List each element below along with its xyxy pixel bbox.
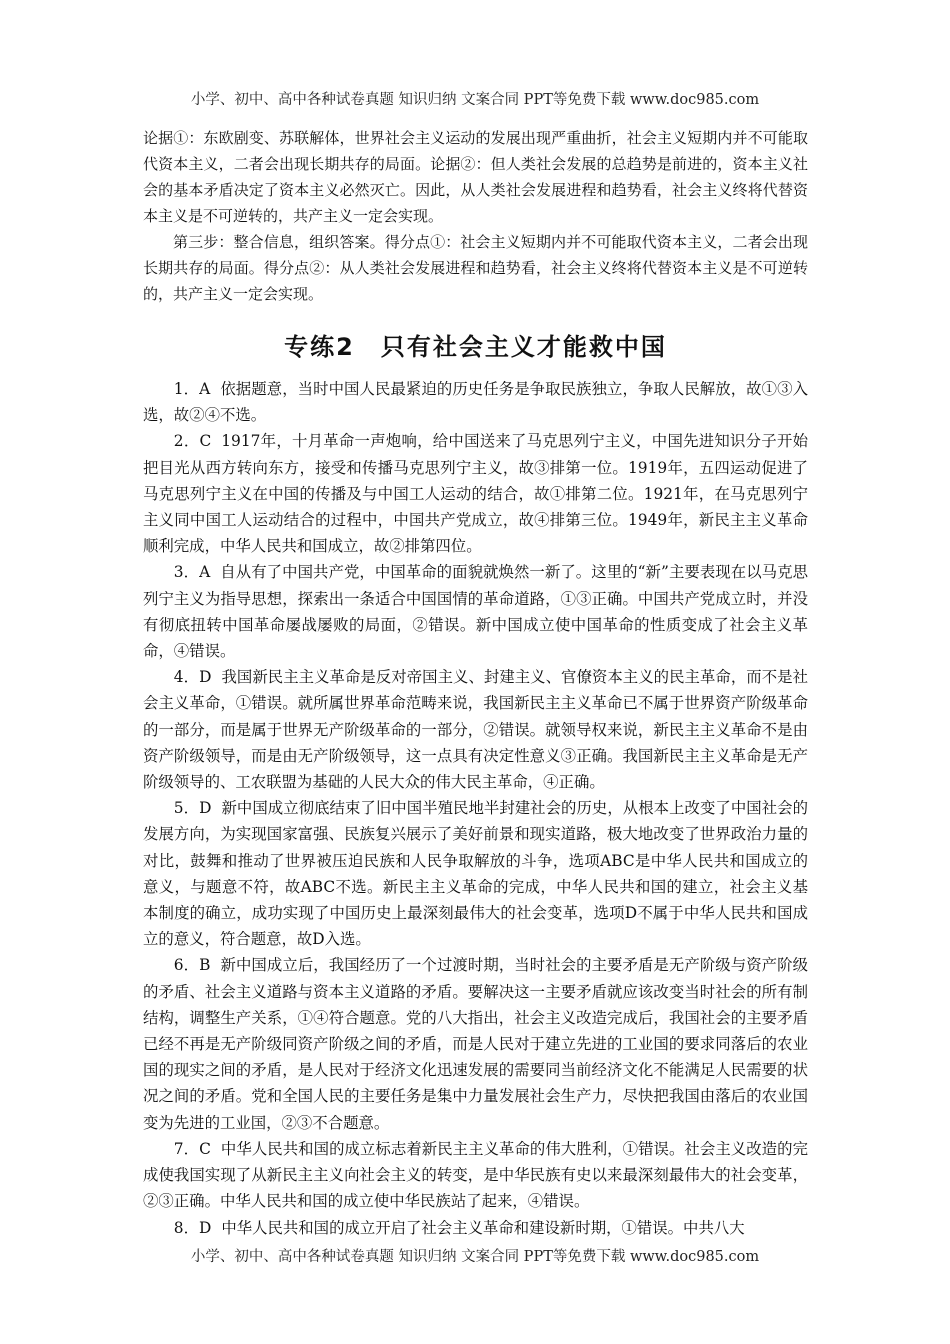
answer-number: 8．D — [173, 1218, 212, 1237]
answer-number: 4．D — [173, 668, 212, 687]
answer-list — [143, 376, 808, 1241]
answer-number: 2．C — [173, 432, 212, 451]
answer-item — [143, 952, 808, 1135]
answer-item — [143, 559, 808, 664]
answer-text: 1917年，十月革命一声炮响，给中国送来了马克思列宁主义，中国先进知识分子开始把目光从西方转向东方，接受和传播马克思列宁主义，故③排第一位。1919年，五四运动促进了马克思列宁主义在中国的传播及与中国工人运动的结合，故①排第二位。1921年，在马克思列宁主义同中国工人运动结合的过程中，中国共产党成立，故④排第三位。1949年，新民主主义革命顺利完成，中华人民共和国成立，故②排第四位。 — [143, 432, 808, 556]
intro-paragraph-1: 论据①：东欧剧变、苏联解体，世界社会主义运动的发展出现严重曲折，社会主义短期内并不可能取代资本主义，二者会出现长期共存的局面。论据②：但人类社会发展的总趋势是前进的，资本主义社会的基本矛盾决定了资本主义必然灭亡。因此，从人类社会发展进程和趋势看，社会主义终将代替资本主义是不可逆转的，共产主义一定会实现。 — [143, 129, 808, 225]
page-footer: 小学、初中、高中各种试卷真题 知识归纳 文案合同 PPT等免费下载 www.doc985.com — [190, 1249, 760, 1265]
answer-item — [143, 795, 808, 952]
answer-number: 6．B — [173, 956, 211, 975]
answer-item — [143, 1136, 808, 1215]
intro-section — [143, 125, 808, 307]
answer-number: 5．D — [173, 799, 212, 818]
page-header: 小学、初中、高中各种试卷真题 知识归纳 文案合同 PPT等免费下载 www.doc985.com — [190, 92, 760, 108]
answer-number: 1．A — [173, 380, 211, 398]
answer-item — [143, 428, 808, 559]
answer-item — [143, 376, 808, 428]
section-title: 专练2 只有社会主义才能救中国 — [284, 333, 667, 361]
answer-item — [143, 664, 808, 795]
answer-item — [143, 1215, 808, 1241]
answer-text: 新中国成立后，我国经历了一个过渡时期，当时社会的主要矛盾是无产阶级与资产阶级的矛盾、社会主义道路与资本主义道路的矛盾。要解决这一主要矛盾就应该改变当时社会的所有制结构，调整生产关系，①④符合题意。党的八大指出，社会主义改造完成后，我国社会的主要矛盾已经不再是无产阶级同资产阶级之间的矛盾，而是人民对于建立先进的工业国的要求同落后的农业国的现实之间的矛盾，是人民对于经济文化迅速发展的需要同当前经济文化不能满足人民需要的状况之间的矛盾。党和全国人民的主要任务是集中力量发展社会生产力，尽快把我国由落后的农业国变为先进的工业国，②③不合题意。 — [143, 956, 808, 1132]
answer-text: 依据题意，当时中国人民最紧迫的历史任务是争取民族独立，争取人民解放，故①③入选，故②④不选。 — [143, 380, 808, 425]
answer-number: 3．A — [173, 563, 211, 582]
answer-text: 新中国成立彻底结束了旧中国半殖民地半封建社会的历史，从根本上改变了中国社会的发展方向，为实现国家富强、民族复兴展示了美好前景和现实道路，极大地改变了世界政治力量的对比，鼓舞和推动了世界被压迫民族和人民争取解放的斗争，选项ABC是中华人民共和国成立的意义，与题意不符，故ABC不选。新民主主义革命的完成，中华人民共和国的建立，社会主义基本制度的确立，成功实现了中国历史上最深刻最伟大的社会变革，选项D不属于中华人民共和国成立的意义，符合题意，故D入选。 — [143, 799, 808, 949]
answer-text: 中华人民共和国的成立标志着新民主主义革命的伟大胜利，①错误。社会主义改造的完成使我国实现了从新民主主义向社会主义的转变，是中华民族有史以来最深刻最伟大的社会变革，②③正确。中华人民共和国的成立使中华民族站了起来，④错误。 — [143, 1139, 808, 1211]
answer-number: 7．C — [173, 1139, 211, 1158]
document-body — [143, 125, 808, 1241]
answer-text: 中华人民共和国的成立开启了社会主义革命和建设新时期，①错误。中共八大 — [221, 1218, 745, 1237]
answer-text: 自从有了中国共产党，中国革命的面貌就焕然一新了。这里的“新”主要表现在以马克思列宁主义为指导思想，探索出一条适合中国国情的革命道路，①③正确。中国共产党成立时，并没有彻底扭转中国革命屡战屡败的局面，②错误。新中国成立使中国革命的性质变成了社会主义革命，④错误。 — [143, 563, 808, 661]
answer-text: 我国新民主主义革命是反对帝国主义、封建主义、官僚资本主义的民主革命，而不是社会主义革命，①错误。就所属世界革命范畴来说，我国新民主主义革命已不属于世界资产阶级革命的一部分，而是属于世界无产阶级革命的一部分，②错误。就领导权来说，新民主主义革命不是由资产阶级领导，而是由无产阶级领导，这一点具有决定性意义③正确。我国新民主主义革命是无产阶级领导的、工农联盟为基础的人民大众的伟大民主革命，④正确。 — [143, 668, 808, 792]
intro-paragraph-2: 第三步：整合信息，组织答案。得分点①：社会主义短期内并不可能取代资本主义，二者会出现长期共存的局面。得分点②：从人类社会发展进程和趋势看，社会主义终将代替资本主义是不可逆转的，共产主义一定会实现。 — [143, 233, 808, 303]
